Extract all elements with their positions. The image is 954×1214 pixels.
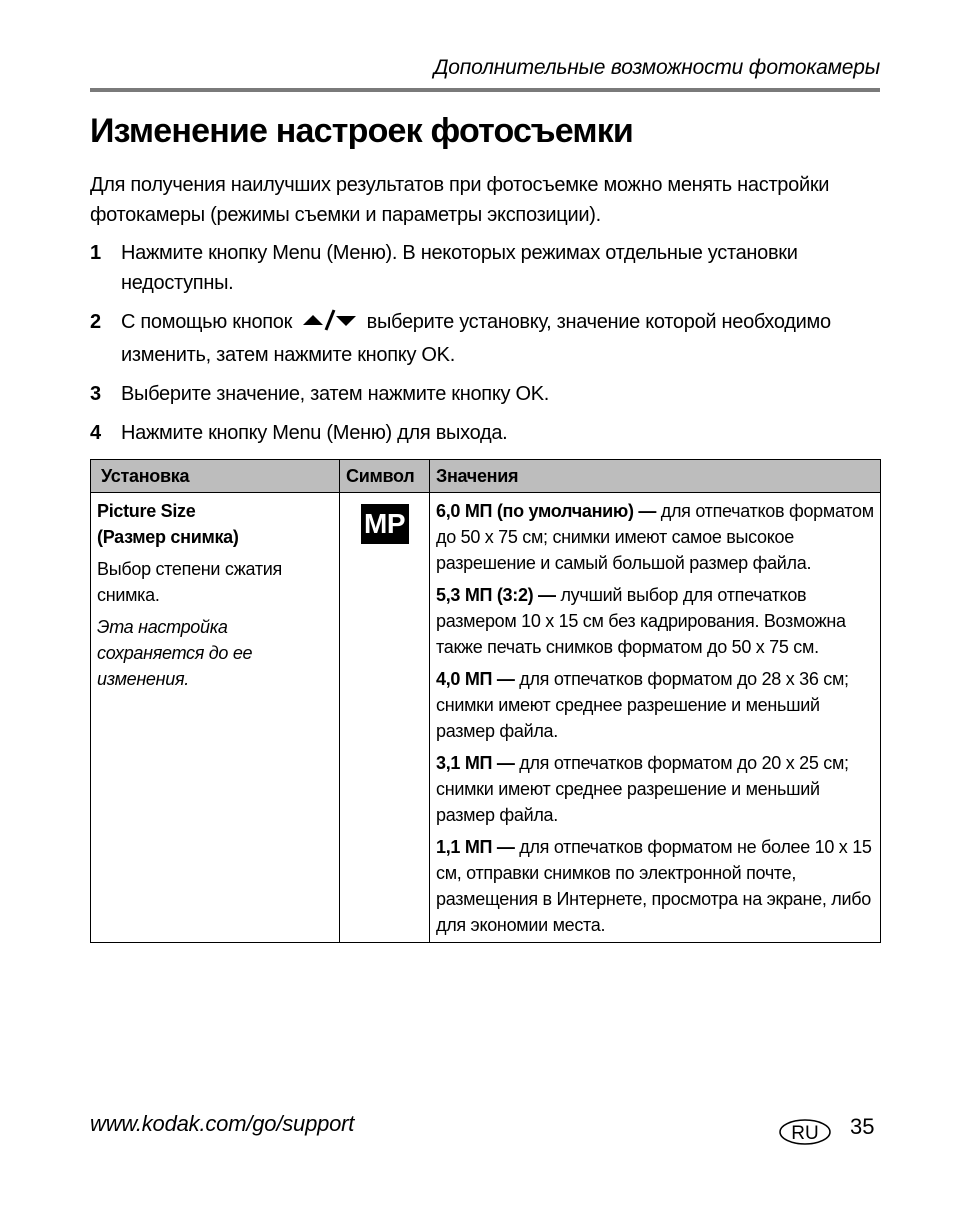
value-option: [436, 498, 874, 576]
steps-list: [90, 238, 880, 457]
setting-name: Picture Size: [97, 501, 196, 521]
step-text: выберите установку, значение которой необходимо изменить, затем нажмите кнопку OK.: [121, 311, 831, 366]
value-option: [436, 834, 874, 938]
step-item: [90, 307, 880, 370]
step-number: 2: [90, 311, 101, 333]
value-label: 3,1 МП —: [436, 753, 515, 773]
value-option: [436, 582, 874, 660]
language-badge-icon: [778, 1118, 832, 1146]
language-code: RU: [791, 1123, 819, 1144]
page-number: 35: [850, 1114, 875, 1139]
value-label: 4,0 МП —: [436, 669, 515, 689]
page-title: Изменение настроек фотосъемки: [90, 112, 634, 150]
step-number: 4: [90, 422, 101, 444]
step-item: [90, 418, 880, 448]
value-text: лучший выбор для отпечатков размером 10 x 15 см без кадрирования. Возможна также печать снимков форматом до 50 x 75 см.: [436, 585, 846, 657]
step-item: [90, 379, 880, 409]
setting-name-translation: (Размер снимка): [97, 527, 239, 547]
step-text: Нажмите кнопку Menu (Меню) для выхода.: [121, 422, 508, 444]
table-header-row: [91, 460, 881, 493]
setting-note: Эта настройка сохраняется до ее изменения.: [97, 617, 253, 689]
step-item: [90, 238, 880, 298]
value-option: [436, 750, 874, 828]
value-text: для отпечатков форматом не более 10 x 15 см, отправки снимков по электронной почте, размещения в Интернете, просмотра на экране, либо для экономии места.: [436, 837, 872, 935]
step-text: Выберите значение, затем нажмите кнопку OK.: [121, 383, 550, 405]
step-number: 1: [90, 242, 101, 264]
value-label: 1,1 МП —: [436, 837, 515, 857]
setting-description: Выбор степени сжатия снимка.: [97, 559, 282, 605]
value-label: 6,0 МП (по умолчанию) —: [436, 501, 657, 521]
step-text: Нажмите кнопку Menu (Меню). В некоторых режимах отдельные установки недоступны.: [121, 242, 798, 294]
step-text: С помощью кнопок: [121, 311, 293, 333]
value-text: для отпечатков форматом до 50 x 75 см; снимки имеют самое высокое разрешение и самый большой размер файла.: [436, 501, 874, 573]
up-down-arrows-icon: [301, 309, 357, 340]
column-header-values: Значения: [430, 460, 881, 493]
support-url-link[interactable]: www.kodak.com/go/support: [90, 1111, 355, 1136]
values-cell: [430, 493, 881, 943]
table-row: [91, 493, 881, 943]
setting-cell: [91, 493, 340, 943]
value-label: 5,3 МП (3:2) —: [436, 585, 556, 605]
column-header-symbol: Символ: [340, 460, 430, 493]
column-header-setting: Установка: [91, 460, 340, 493]
header-divider: [90, 88, 880, 92]
value-option: [436, 666, 874, 744]
intro-paragraph: Для получения наилучших результатов при фотосъемке можно менять настройки фотокамеры (режимы съемки и параметры экспозиции).: [90, 174, 830, 226]
symbol-cell: [340, 493, 430, 943]
step-number: 3: [90, 383, 101, 405]
value-text: для отпечатков форматом до 20 x 25 см; снимки имеют среднее разрешение и меньший размер файла.: [436, 753, 849, 825]
settings-table: [90, 459, 881, 943]
picture-size-mp-icon: MP: [361, 504, 409, 544]
running-header: Дополнительные возможности фотокамеры: [433, 56, 880, 79]
value-text: для отпечатков форматом до 28 x 36 см; снимки имеют среднее разрешение и меньший размер файла.: [436, 669, 849, 741]
